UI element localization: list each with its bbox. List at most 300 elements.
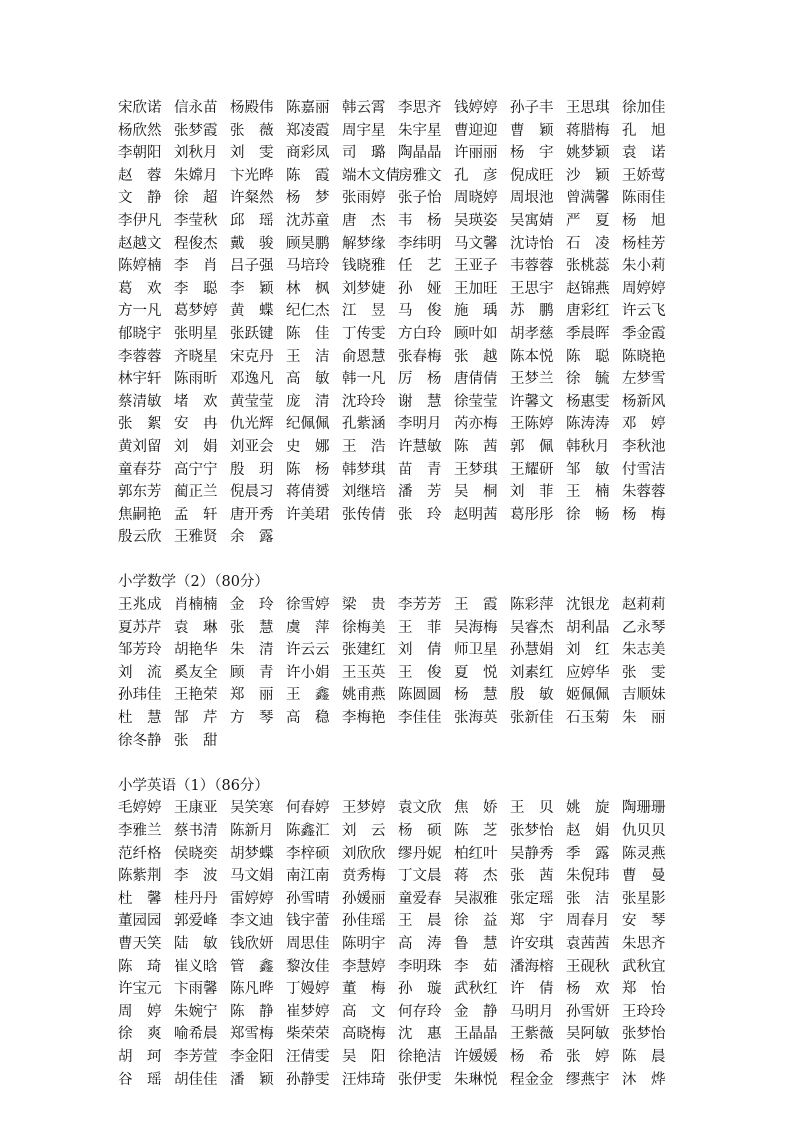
name-cell: 庞 清 (286, 393, 330, 410)
name-cell: 刘 流 (118, 664, 162, 681)
name-cell: 陈 佳 (286, 325, 330, 342)
name-cell: 焦嗣艳 (118, 506, 162, 523)
name-cell: 赵明茜 (454, 506, 498, 523)
name-cell: 曾满馨 (566, 190, 610, 207)
name-cell: 季金霞 (622, 325, 666, 342)
name-cell: 张桃蕊 (566, 258, 610, 275)
name-cell: 李梓硕 (286, 845, 330, 862)
name-cell: 梁 贵 (342, 597, 386, 614)
name-cell: 马 俊 (398, 303, 442, 320)
name-cell: 韩云霄 (342, 100, 386, 116)
name-cell: 顾昊鹏 (286, 235, 330, 252)
name-cell: 许小娟 (286, 664, 330, 681)
name-cell: 陈彩萍 (510, 597, 554, 614)
name-cell: 蔡书清 (174, 823, 218, 839)
name-cell: 马明月 (510, 1003, 554, 1020)
name-cell: 李秋池 (622, 438, 666, 455)
name-cell: 商彩凤 (286, 145, 330, 162)
name-cell: 季晨晖 (566, 325, 610, 342)
name-cell: 袁 琳 (174, 619, 218, 636)
name-cell: 孙 娅 (398, 280, 442, 297)
name-cell: 张星影 (622, 890, 666, 907)
name-cell: 杨 梦 (286, 190, 330, 207)
name-cell: 袁 诺 (622, 145, 666, 162)
name-cell: 毛婷婷 (118, 800, 162, 817)
name-cell: 宋欣诺 (118, 100, 162, 116)
name-cell: 张 薇 (230, 122, 274, 139)
name-cell: 王陈婷 (510, 416, 554, 433)
name-cell: 端木文倩 (342, 167, 400, 184)
name-cell: 柴荣荣 (286, 1026, 330, 1043)
name-cell: 戴 骏 (230, 235, 274, 252)
name-cell: 刘亚会 (230, 438, 274, 455)
name-cell: 杨 硕 (398, 823, 442, 839)
name-cell: 胡艳华 (174, 642, 218, 659)
name-cell: 方 琴 (230, 710, 274, 727)
name-cell: 李慧婷 (342, 958, 386, 975)
name-cell: 唐彩红 (566, 303, 610, 320)
name-cell: 顾 青 (230, 664, 274, 681)
section-spacer (118, 752, 678, 775)
name-cell: 徐雪婷 (286, 597, 330, 614)
name-cell: 许 倩 (510, 981, 554, 998)
name-cell: 沐 烨 (622, 1071, 666, 1088)
name-cell: 许宝元 (118, 981, 162, 998)
name-cell: 张 甜 (174, 732, 218, 749)
name-cell: 柏红叶 (454, 845, 498, 862)
name-cell: 王 鑫 (286, 687, 330, 704)
name-cell: 许云云 (286, 642, 330, 659)
name-cell: 姚梦颖 (566, 145, 610, 162)
name-cell: 童爱春 (398, 890, 442, 907)
name-cell: 李文迪 (230, 913, 274, 930)
name-cell: 周垠池 (510, 190, 554, 207)
name-cell: 顾叶如 (454, 325, 498, 342)
name-cell: 王 晨 (398, 913, 442, 930)
name-cell: 刘秋月 (174, 145, 218, 162)
name-cell: 缪丹妮 (398, 845, 442, 862)
name-cell: 马文娟 (230, 868, 274, 885)
name-cell: 沈银龙 (566, 597, 610, 614)
name-cell: 许媛媛 (454, 1048, 498, 1065)
name-cell: 王梦琪 (454, 461, 498, 478)
name-cell: 缪燕宇 (566, 1071, 610, 1088)
name-cell: 张梦怡 (510, 823, 554, 839)
name-cell: 钱婷婷 (454, 100, 498, 116)
name-cell: 葛梦婷 (174, 303, 218, 320)
name-cell: 葛 欢 (118, 280, 162, 297)
name-cell: 殷 敏 (510, 687, 554, 704)
name-cell: 李金阳 (230, 1048, 274, 1065)
name-cell: 王艳荣 (174, 687, 218, 704)
name-cell: 李雅兰 (118, 823, 162, 839)
name-cell: 房雅文 (398, 167, 442, 184)
name-cell: 高 涛 (398, 935, 442, 952)
name-cell: 吴瑛姿 (454, 212, 498, 229)
name-cell: 王 菲 (398, 619, 442, 636)
name-cell: 唐开秀 (230, 506, 274, 523)
name-cell: 刘继培 (342, 484, 386, 501)
name-cell: 杨 慧 (454, 687, 498, 704)
name-cell: 刘素红 (510, 664, 554, 681)
name-cell: 韩梦琪 (342, 461, 386, 478)
name-cell: 朱 清 (230, 642, 274, 659)
name-cell: 徐加佳 (622, 100, 666, 116)
name-cell: 金 静 (454, 1003, 498, 1020)
name-cell: 陈紫荆 (118, 868, 162, 885)
name-cell: 蒋倩赟 (286, 484, 330, 501)
name-cell: 胡 珂 (118, 1048, 162, 1065)
name-cell: 倪成旺 (510, 167, 554, 184)
name-cell: 郭东芳 (118, 484, 162, 501)
name-cell: 董 梅 (342, 981, 386, 998)
name-cell: 苏 鹏 (510, 303, 554, 320)
name-cell: 陈凡晔 (230, 981, 274, 998)
section-spacer (118, 549, 678, 572)
name-cell: 高 文 (342, 1003, 386, 1020)
name-cell: 王 浩 (342, 438, 386, 455)
name-cell: 杨桂芳 (622, 235, 666, 252)
name-cell: 张梦霞 (174, 122, 218, 139)
name-cell: 李明月 (398, 416, 442, 433)
name-cell: 张 越 (454, 348, 498, 365)
name-cell: 王紫薇 (510, 1026, 554, 1043)
name-cell: 方一凡 (118, 303, 162, 320)
name-cell: 张梦怡 (622, 1026, 666, 1043)
name-cell: 司 璐 (342, 145, 386, 162)
name-cell: 张 雯 (622, 664, 666, 681)
name-cell: 杨新风 (622, 393, 666, 410)
name-cell: 王雅贤 (174, 529, 218, 546)
name-cell: 许馨文 (510, 393, 554, 410)
name-cell: 严 夏 (566, 212, 610, 229)
name-cell: 张 絮 (118, 416, 162, 433)
name-cell: 吴淑雅 (454, 890, 498, 907)
name-cell: 谷 瑶 (118, 1071, 162, 1088)
name-cell: 雷婷婷 (230, 890, 274, 907)
name-cell: 沈诗怡 (510, 235, 554, 252)
name-cell: 刘 菲 (510, 484, 554, 501)
name-cell: 沈苏童 (286, 212, 330, 229)
name-cell: 高 敏 (286, 371, 330, 388)
name-cell: 孟 轩 (174, 506, 218, 523)
name-cell: 师卫星 (454, 642, 498, 659)
name-cell: 郜 芹 (174, 710, 218, 727)
name-cell: 郑凌霞 (286, 122, 330, 139)
name-cell: 刘 云 (342, 823, 386, 839)
name-cell: 纪仁杰 (286, 303, 330, 320)
name-cell: 马文馨 (454, 235, 498, 252)
name-cell: 卞光晔 (230, 167, 274, 184)
name-cell: 王思琪 (566, 100, 610, 116)
name-cell: 武秋红 (454, 981, 498, 998)
name-cell: 陈 晨 (622, 1048, 666, 1065)
name-cell: 吕子强 (230, 258, 274, 275)
name-cell: 曹 曼 (622, 868, 666, 885)
name-cell: 殷 玥 (230, 461, 274, 478)
name-cell: 蒋腊梅 (566, 122, 610, 139)
name-cell: 郑 丽 (230, 687, 274, 704)
name-cell: 杨 欢 (566, 981, 610, 998)
name-cell: 金 玲 (230, 597, 274, 614)
name-cell: 史 娜 (286, 438, 330, 455)
name-cell: 韩一凡 (342, 371, 386, 388)
name-cell: 沈玲玲 (342, 393, 386, 410)
name-cell: 胡利晶 (566, 619, 610, 636)
name-cell: 陈灵燕 (622, 845, 666, 862)
name-cell: 邹芳玲 (118, 642, 162, 659)
name-cell: 王耀研 (510, 461, 554, 478)
name-cell: 韦蓉蓉 (510, 258, 554, 275)
name-cell: 文 静 (118, 190, 162, 207)
name-cell: 孙媛丽 (342, 890, 386, 907)
name-cell: 程俊杰 (174, 235, 218, 252)
name-cell: 桂丹丹 (174, 890, 218, 907)
name-cell: 许粲然 (230, 190, 274, 207)
name-cell: 刘 倩 (398, 642, 442, 659)
name-cell: 陶晶晶 (398, 145, 442, 162)
name-cell: 黄莹莹 (230, 393, 274, 410)
name-cell: 方白玲 (398, 325, 442, 342)
name-cell: 施 瑀 (454, 303, 498, 320)
name-cell: 朱琳悦 (454, 1071, 498, 1088)
name-cell: 应婷华 (566, 664, 610, 681)
name-cell: 吴寓婧 (510, 212, 554, 229)
name-cell: 唐 杰 (342, 212, 386, 229)
name-cell: 仇光辉 (230, 416, 274, 433)
name-cell: 孙雪晴 (286, 890, 330, 907)
name-cell: 蔺正兰 (174, 484, 218, 501)
name-cell: 徐 爽 (118, 1026, 162, 1043)
name-cell: 杨欣然 (118, 122, 162, 139)
name-cell: 许丽丽 (454, 145, 498, 162)
name-cell: 吴睿杰 (510, 619, 554, 636)
name-cell: 张新佳 (510, 710, 554, 727)
name-cell: 郭 佩 (510, 438, 554, 455)
name-cell: 王 贝 (510, 800, 554, 817)
name-cell: 刘梦婕 (342, 280, 386, 297)
name-cell: 堵 欢 (174, 393, 218, 410)
name-cell: 高宁宁 (174, 461, 218, 478)
name-cell: 吴海梅 (454, 619, 498, 636)
name-cell: 奚友全 (174, 664, 218, 681)
name-cell: 王 俊 (398, 664, 442, 681)
name-cell: 唐倩倩 (454, 371, 498, 388)
name-cell: 李思齐 (398, 100, 442, 116)
section-heading-english1: 小学英语（1）（86分） (118, 777, 269, 794)
name-cell: 李纬明 (398, 235, 442, 252)
name-cell: 姬佩佩 (566, 687, 610, 704)
name-cell: 张海英 (454, 710, 498, 727)
name-cell: 张跃键 (230, 325, 274, 342)
name-cell: 虞 萍 (286, 619, 330, 636)
name-cell: 朱宇星 (398, 122, 442, 139)
name-cell: 何春婷 (286, 800, 330, 817)
name-cell: 郭爱峰 (174, 913, 218, 930)
name-cell: 张明星 (174, 325, 218, 342)
name-cell: 李明珠 (398, 958, 442, 975)
name-cell: 程金金 (510, 1071, 554, 1088)
name-cell: 徐 超 (174, 190, 218, 207)
name-cell: 解梦缘 (342, 235, 386, 252)
name-cell: 陈本悦 (510, 348, 554, 365)
name-cell: 吴 桐 (454, 484, 498, 501)
name-list-first-section (118, 97, 678, 549)
name-list-math2 (118, 594, 678, 752)
name-cell: 王康亚 (174, 800, 218, 817)
name-cell: 苗 青 (398, 461, 442, 478)
name-cell: 王 洁 (286, 348, 330, 365)
name-cell: 陈涛涛 (566, 416, 610, 433)
name-cell: 陈婷楠 (118, 258, 162, 275)
name-cell: 陈雨昕 (174, 371, 218, 388)
name-cell: 朱蓉蓉 (622, 484, 666, 501)
section-heading-math2: 小学数学（2）（80分） (118, 574, 269, 591)
name-cell: 李芳芳 (398, 597, 442, 614)
name-cell: 倪晨习 (230, 484, 274, 501)
name-cell: 殷云欣 (118, 529, 162, 546)
name-cell: 蔡清敏 (118, 393, 162, 410)
name-cell: 陈 霞 (286, 167, 330, 184)
name-cell: 潘 芳 (398, 484, 442, 501)
name-cell: 朱小莉 (622, 258, 666, 275)
name-cell: 杨 希 (510, 1048, 554, 1065)
name-cell: 孔紫涵 (342, 416, 386, 433)
name-cell: 袁茜茜 (566, 935, 610, 952)
name-cell: 姚甫燕 (342, 687, 386, 704)
name-cell: 徐莹莹 (454, 393, 498, 410)
name-cell: 袁文欣 (398, 800, 442, 817)
name-cell: 许安琪 (510, 935, 554, 952)
name-cell: 丁文晨 (398, 868, 442, 885)
name-cell: 黄 蝶 (230, 303, 274, 320)
name-cell: 石 凌 (566, 235, 610, 252)
name-cell: 王梦婷 (342, 800, 386, 817)
name-cell: 汪炜琦 (342, 1071, 386, 1088)
name-cell: 张定瑶 (510, 890, 554, 907)
name-cell: 俞恩慧 (342, 348, 386, 365)
name-cell: 张春梅 (398, 348, 442, 365)
name-cell: 赵莉莉 (622, 597, 666, 614)
name-cell: 李朝阳 (118, 145, 162, 162)
name-cell: 王玲玲 (622, 1003, 666, 1020)
name-cell: 乙永琴 (622, 619, 666, 636)
name-cell: 宋克丹 (230, 348, 274, 365)
name-cell: 吴静秀 (510, 845, 554, 862)
name-cell: 赵 娟 (566, 823, 610, 839)
name-cell: 石玉菊 (566, 710, 610, 727)
name-cell: 李 聪 (174, 280, 218, 297)
name-cell: 葛彤彤 (510, 506, 554, 523)
name-cell: 付雪洁 (622, 461, 666, 478)
name-cell: 吉顺妹 (622, 687, 666, 704)
name-cell: 陈 聪 (566, 348, 610, 365)
name-cell: 陆 敏 (174, 935, 218, 952)
name-cell: 钱晓雅 (342, 258, 386, 275)
name-cell: 张伊雯 (398, 1071, 442, 1088)
name-cell: 纪佩佩 (286, 416, 330, 433)
name-cell: 孙静雯 (286, 1071, 330, 1088)
name-cell: 李梅艳 (342, 710, 386, 727)
name-cell: 韦 杨 (398, 212, 442, 229)
name-cell: 张 婷 (566, 1048, 610, 1065)
name-cell: 蒋 杰 (454, 868, 498, 885)
name-cell: 张子怡 (398, 190, 442, 207)
name-cell: 韩秋月 (566, 438, 610, 455)
name-cell: 赵锦燕 (566, 280, 610, 297)
name-cell: 陈 琦 (118, 958, 162, 975)
name-cell: 潘 颖 (230, 1071, 274, 1088)
name-cell: 张雨婷 (342, 190, 386, 207)
name-cell: 王 楠 (566, 484, 610, 501)
name-cell: 孙玮佳 (118, 687, 162, 704)
name-cell: 安 琴 (622, 913, 666, 930)
name-cell: 马培玲 (286, 258, 330, 275)
name-cell: 张 玲 (398, 506, 442, 523)
name-cell: 孙慧娟 (510, 642, 554, 659)
name-cell: 沙 颖 (566, 167, 610, 184)
name-cell: 任 艺 (398, 258, 442, 275)
name-cell: 曹迎迎 (454, 122, 498, 139)
name-cell: 季 露 (566, 845, 610, 862)
name-cell: 丁传雯 (342, 325, 386, 342)
name-cell: 周春月 (566, 913, 610, 930)
name-cell: 张建红 (342, 642, 386, 659)
name-cell: 李佳佳 (398, 710, 442, 727)
name-cell: 崔义晗 (174, 958, 218, 975)
name-cell: 张 慧 (230, 619, 274, 636)
name-cell: 陈明宇 (342, 935, 386, 952)
name-cell: 邱 瑶 (230, 212, 274, 229)
name-cell: 齐晓星 (174, 348, 218, 365)
name-cell: 鲁 慧 (454, 935, 498, 952)
name-cell: 刘 娟 (174, 438, 218, 455)
name-cell: 南江南 (286, 868, 330, 885)
name-cell: 王亚子 (454, 258, 498, 275)
name-cell: 信永苗 (174, 100, 218, 116)
name-cell: 孙雪妍 (566, 1003, 610, 1020)
document-page (118, 97, 678, 1091)
name-cell: 朱婉宁 (174, 1003, 218, 1020)
name-cell: 陈 芝 (454, 823, 498, 839)
name-cell: 曹天笑 (118, 935, 162, 952)
name-cell: 卞雨馨 (174, 981, 218, 998)
name-cell: 姚 旋 (566, 800, 610, 817)
name-cell: 贲秀梅 (342, 868, 386, 885)
name-cell: 陈 静 (230, 1003, 274, 1020)
name-cell: 刘欣欣 (342, 845, 386, 862)
name-cell: 左梦雪 (622, 371, 666, 388)
name-cell: 朱思齐 (622, 935, 666, 952)
name-cell: 杨 旭 (622, 212, 666, 229)
name-cell: 何存玲 (398, 1003, 442, 1020)
name-cell: 崔梦婷 (286, 1003, 330, 1020)
name-cell: 侯晓奕 (174, 845, 218, 862)
name-cell: 肖楠楠 (174, 597, 218, 614)
name-cell: 董园园 (118, 913, 162, 930)
name-cell: 王 霞 (454, 597, 498, 614)
name-cell: 李莹秋 (174, 212, 218, 229)
name-cell: 杜 慧 (118, 710, 162, 727)
name-cell: 陈晓艳 (622, 348, 666, 365)
name-cell: 张 洁 (566, 890, 610, 907)
name-cell: 胡佳佳 (174, 1071, 218, 1088)
name-cell: 安 冉 (174, 416, 218, 433)
name-cell: 郑 宇 (510, 913, 554, 930)
name-cell: 陈新月 (230, 823, 274, 839)
name-cell: 李芳萱 (174, 1048, 218, 1065)
name-cell: 王加旺 (454, 280, 498, 297)
